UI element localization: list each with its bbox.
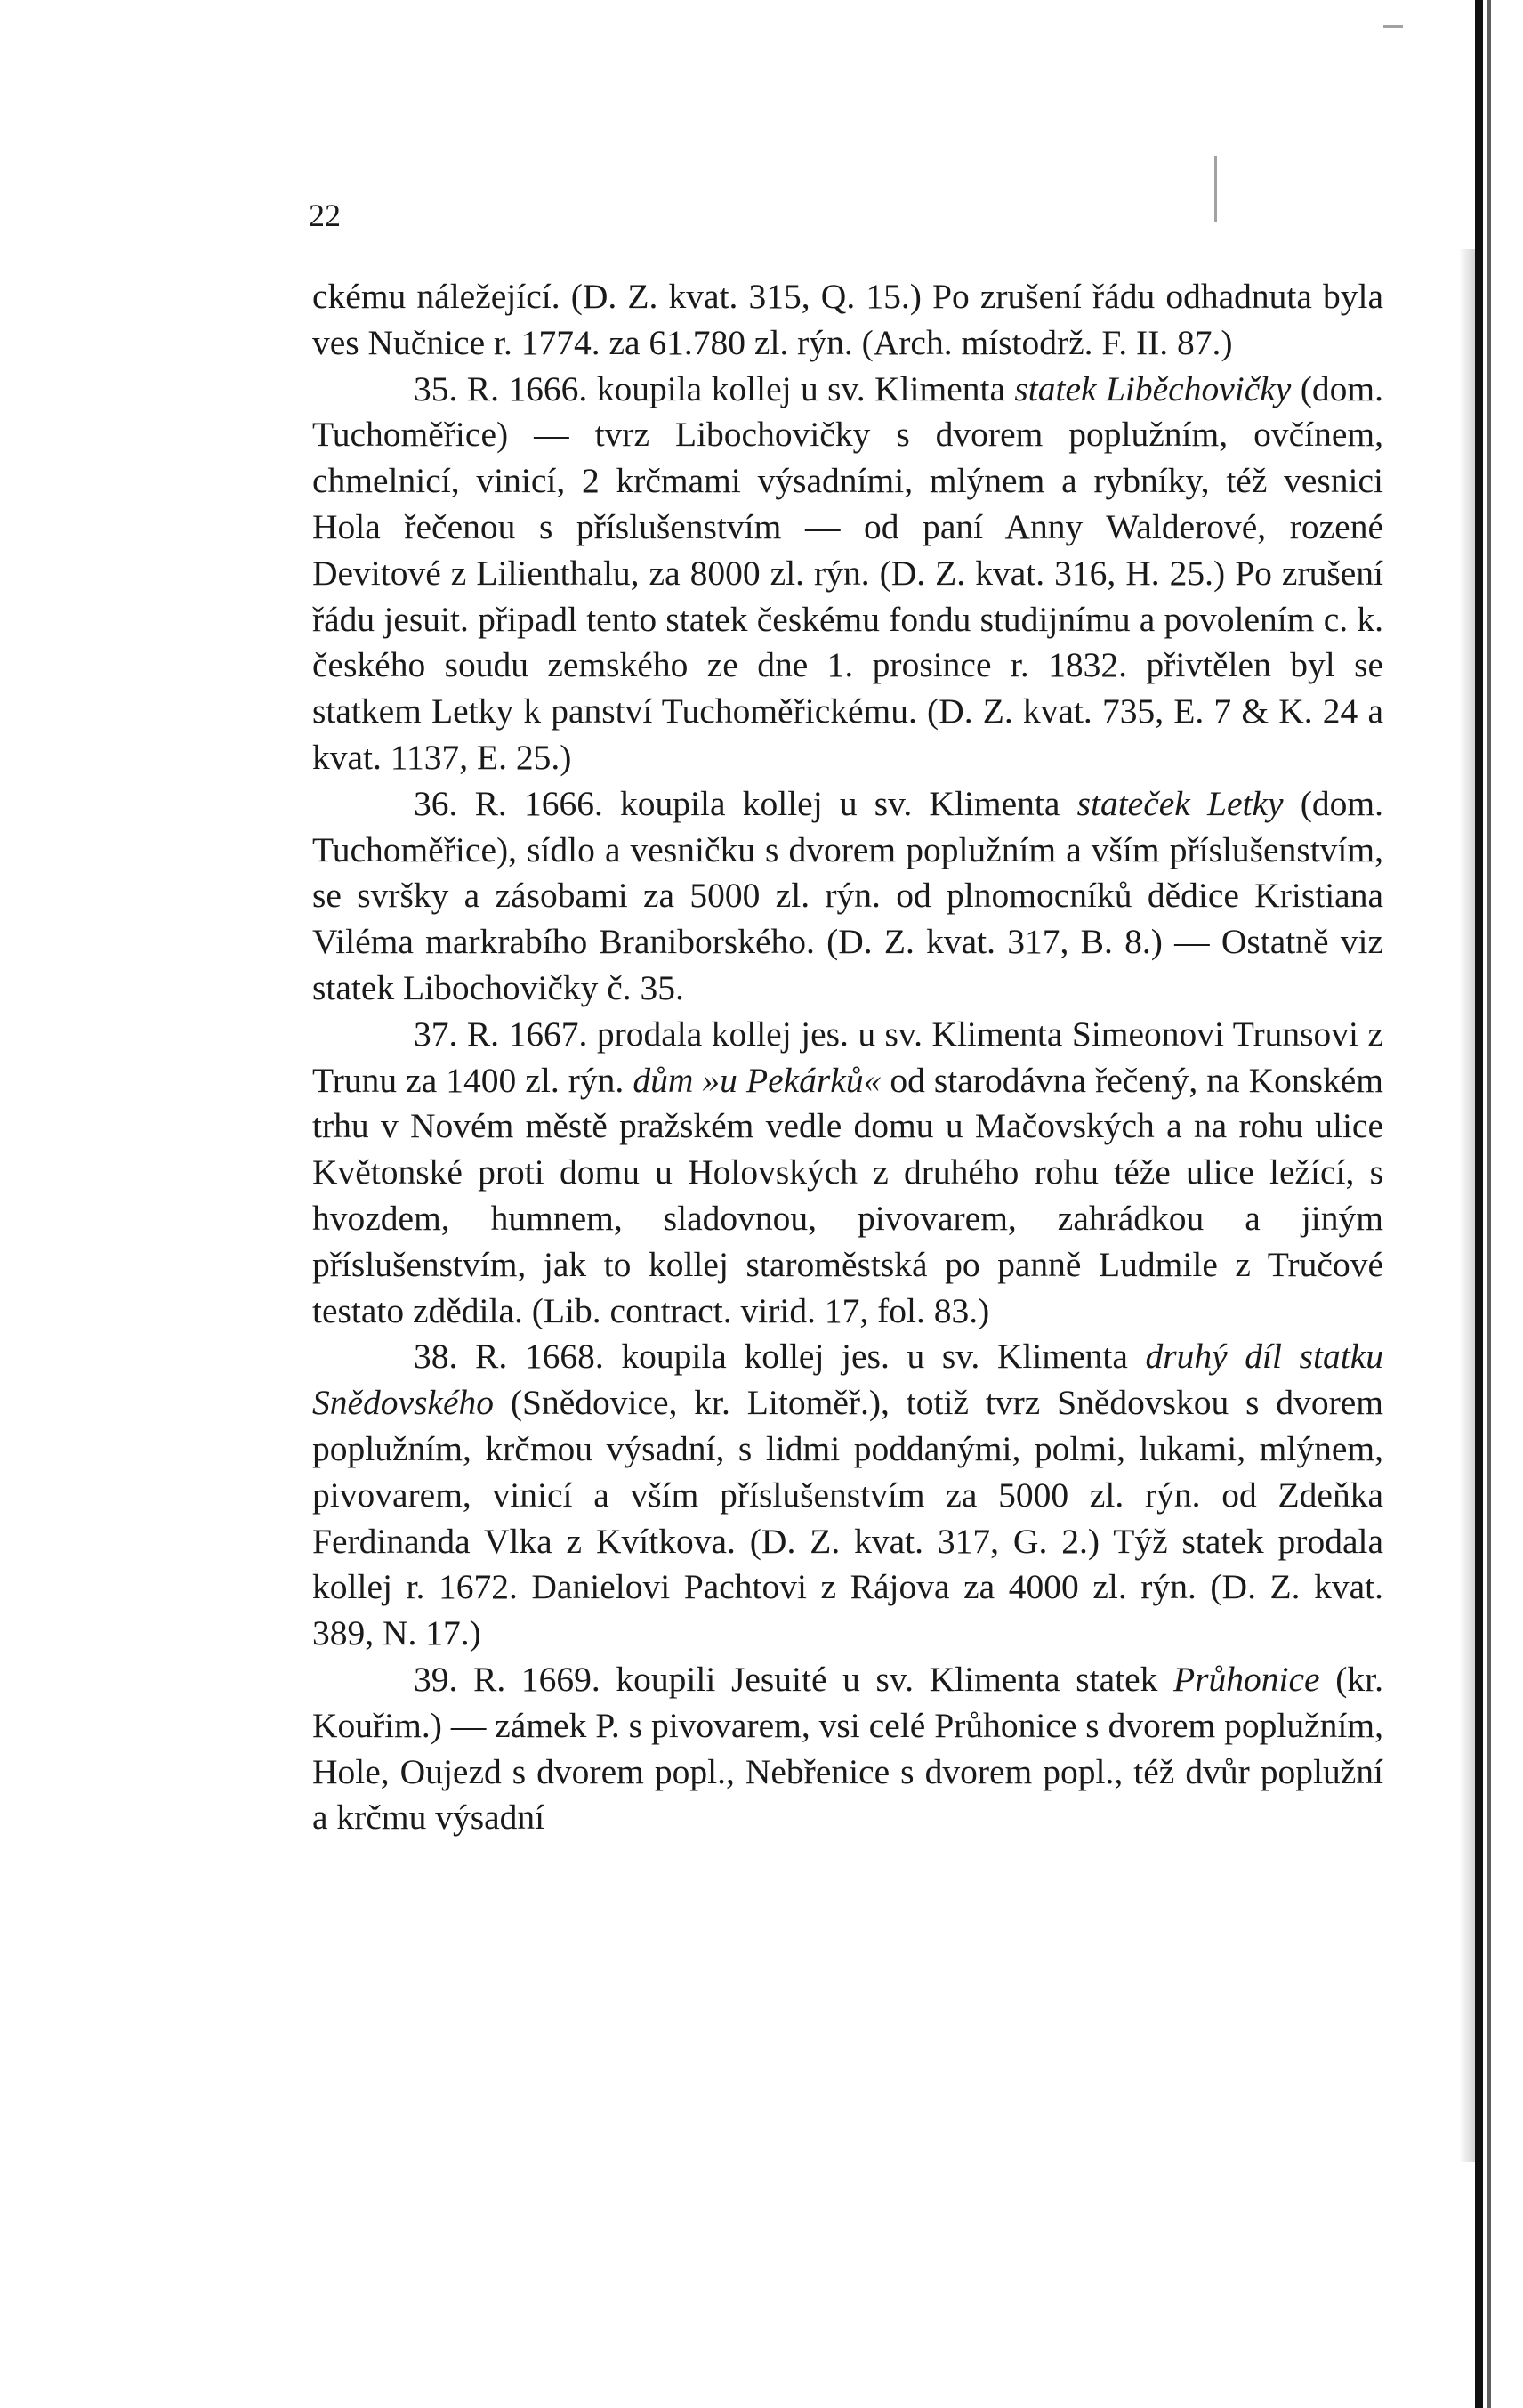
entry-37 [312,1012,1383,1335]
entry-title: druhý díl statku Snědovského [312,1337,1383,1423]
entry-title: statek Liběchovičky [1014,368,1292,408]
body-text [312,274,1383,1841]
page-number: 22 [309,198,341,233]
paragraph-text: ckému náležející. (D. Z. kvat. 315, Q. 15.) Po zrušení řádu odhadnuta byla ves Nučnice r. 1774. za 61.780 zl. rýn. (Arch. místodrž. F. II. 87.) [312,277,1383,362]
entry-text: 39. R. 1669. koupili Jesuité u sv. Klimenta statek [414,1659,1174,1699]
entry-text: od starodávna řečený, na Konském trhu v Novém městě pražském vedle domu u Mačovských a na rohu ulice Květonské proti domu u Holovských z druhého rohu téže ulice ležící, s hvozdem, humnem, sladovnou, pivovarem, zahrádkou a jiným příslušenstvím, jak to kollej staroměstská po panně Ludmile z Tručové testato zdědila. (Lib. contract. virid. 17, fol. 83.) [312,1060,1383,1330]
scan-mark [1214,156,1217,222]
entry-text: (Snědovice, kr. Litoměř.), totiž tvrz Snědovskou s dvorem poplužním, krčmou výsadní, s lidmi poddanými, polmi, lukami, mlýnem, pivovarem, vinicí a vším příslušenstvím za 5000 zl. rýn. od Zdeňka Ferdinanda Vlka z Kvítkova. (D. Z. kvat. 317, G. 2.) Týž statek prodala kollej r. 1672. Danielovi Pachtovi z Rájova za 4000 zl. rýn. (D. Z. kvat. 389, N. 17.) [312,1383,1383,1653]
entry-35 [312,367,1383,781]
entry-text: (dom. Tuchoměřice), sídlo a vesničku s dvorem poplužním a vším příslušenstvím, se svršky a zásobami za 5000 zl. rýn. od plnomocníků dědice Kristiana Viléma markrabího Braniborského. (D. Z. kvat. 317, B. 8.) — Ostatně viz statek Libochovičky č. 35. [312,783,1383,1007]
page-edge-line-secondary [1487,0,1491,2408]
entry-38 [312,1334,1383,1657]
entry-36 [312,781,1383,1012]
entry-title: stateček Letky [1076,783,1284,823]
entry-text: 38. R. 1668. koupila kollej jes. u sv. Klimenta [414,1337,1146,1377]
entry-text: 35. R. 1666. koupila kollej u sv. Klimenta [414,368,1015,408]
page-edge-line [1475,0,1483,2408]
scan-mark [1383,25,1403,28]
entry-text: 37. R. 1667. prodala kollej jes. u sv. Klimenta Simeonovi Trunsovi z Trunu za 1400 zl. rýn. [312,1014,1383,1100]
entry-title: Průhonice [1173,1659,1320,1699]
entry-text: (dom. Tuchoměřice) — tvrz Libochovičky s dvorem poplužním, ovčínem, chmelnicí, vinicí, 2 krčmami výsadními, mlýnem a rybníky, též vesnici Hola řečenou s příslušenstvím — od paní Anny Walderové, rozené Devitové z Lilienthalu, za 8000 zl. rýn. (D. Z. kvat. 316, H. 25.) Po zrušení řádu jesuit. připadl tento statek českému fondu studijnímu a povolením c. k. českého soudu zemského ze dne 1. prosince r. 1832. přivtělen byl se statkem Letky k panství Tuchoměřickému. (D. Z. kvat. 735, E. 7 & K. 24 a kvat. 1137, E. 25.) [312,368,1383,777]
entry-text: 36. R. 1666. koupila kollej u sv. Klimenta [414,783,1077,823]
entry-title: dům »u Pekárků« [633,1060,882,1100]
entry-39 [312,1657,1383,1841]
entry-text: (kr. Kouřim.) — zámek P. s pivovarem, vsi celé Průhonice s dvorem poplužním, Hole, Oujezd s dvorem popl., Nebřenice s dvorem popl., též dvůr poplužní a krčmu výsadní [312,1659,1383,1838]
page-edge-shadow [1459,249,1475,2162]
paragraph-continuation [312,274,1383,367]
